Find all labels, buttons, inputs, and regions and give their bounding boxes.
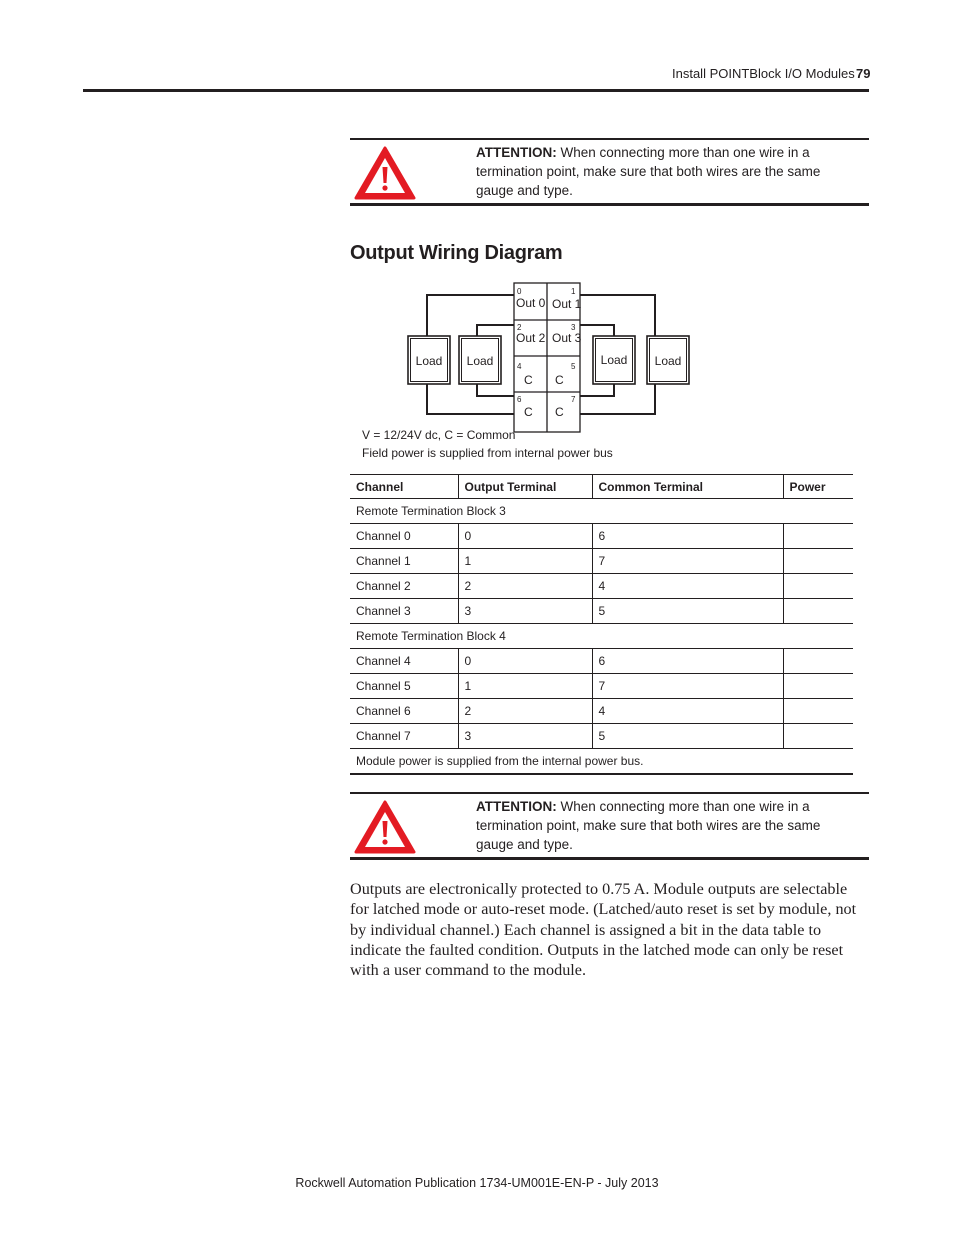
table-cell: Channel 3	[350, 599, 458, 624]
column-header: Output Terminal	[458, 475, 592, 499]
column-header: Channel	[350, 475, 458, 499]
terminal-label: C	[555, 405, 564, 419]
attention-box-top	[350, 138, 869, 206]
load-label: Load	[600, 353, 628, 367]
attention-body: When connecting more than one wire in a termination point, make sure that both wires are the same gauge and type.	[476, 799, 821, 852]
load-label: Load	[415, 354, 443, 368]
section-title: Output Wiring Diagram	[350, 242, 563, 264]
running-header: Install POINTBlock I/O Modules	[672, 66, 855, 81]
table-cell: 3	[458, 724, 592, 749]
table-footnote: Module power is supplied from the internal power bus.	[350, 749, 853, 775]
diagram-note: Field power is supplied from internal power bus	[362, 445, 613, 460]
channel-table	[350, 474, 853, 775]
terminal-number: 4	[517, 362, 522, 371]
terminal-number: 1	[571, 287, 576, 296]
table-cell: Channel 2	[350, 574, 458, 599]
table-cell: 3	[458, 599, 592, 624]
table-cell: 0	[458, 649, 592, 674]
table-row	[350, 524, 853, 549]
attention-label: ATTENTION:	[476, 799, 557, 814]
load-label: Load	[654, 354, 682, 368]
table-row	[350, 724, 853, 749]
attention-body: When connecting more than one wire in a termination point, make sure that both wires are the same gauge and type.	[476, 145, 821, 198]
attention-box-bottom	[350, 792, 869, 860]
table-cell: 4	[592, 699, 783, 724]
page-footer: Rockwell Automation Publication 1734-UM001E-EN-P - July 2013	[295, 1176, 659, 1190]
load-label: Load	[466, 354, 494, 368]
diagram-notes	[362, 427, 613, 462]
table-cell: 2	[458, 574, 592, 599]
table-cell: 5	[592, 724, 783, 749]
table-cell: 6	[592, 524, 783, 549]
column-header: Power	[783, 475, 853, 499]
terminal-label: C	[524, 405, 533, 419]
table-header-row	[350, 475, 853, 499]
table-row	[350, 649, 853, 674]
table-group-row	[350, 499, 853, 524]
table-row	[350, 699, 853, 724]
table-cell	[783, 599, 853, 624]
terminal-number: 0	[517, 287, 522, 296]
terminal-label: Out 2	[516, 331, 546, 345]
terminal-label: Out 0	[516, 296, 546, 310]
table-cell: 1	[458, 549, 592, 574]
table-cell	[783, 699, 853, 724]
terminal-number: 5	[571, 362, 576, 371]
table-cell: Channel 1	[350, 549, 458, 574]
output-wiring-diagram	[350, 280, 682, 436]
table-cell: Channel 7	[350, 724, 458, 749]
attention-text	[476, 797, 861, 854]
table-cell: Channel 0	[350, 524, 458, 549]
table-cell: Channel 6	[350, 699, 458, 724]
table-cell: 1	[458, 674, 592, 699]
table-group-row	[350, 624, 853, 649]
table-cell	[783, 724, 853, 749]
table-cell	[783, 524, 853, 549]
warning-triangle-icon	[354, 800, 416, 854]
table-cell: 6	[592, 649, 783, 674]
table-footnote-row	[350, 749, 853, 775]
header-rule	[83, 89, 869, 92]
diagram-note: V = 12/24V dc, C = Common	[362, 428, 516, 442]
terminal-label: C	[555, 373, 564, 387]
table-cell: 7	[592, 674, 783, 699]
table-cell: Channel 4	[350, 649, 458, 674]
table-row	[350, 549, 853, 574]
table-cell	[783, 549, 853, 574]
table-cell	[783, 674, 853, 699]
body-paragraph: Outputs are electronically protected to 0.75 A. Module outputs are selectable for latched mode or auto-reset mode. (Latched/auto reset is set by module, not by individual channel.) Each channel is assigned a bit in the data table to indicate the faulted condition. Outputs in the latched mode can only be reset with a user command to the module.	[350, 880, 857, 980]
terminal-number: 7	[571, 395, 576, 404]
table-cell	[783, 574, 853, 599]
terminal-number: 3	[571, 323, 576, 332]
table-cell: 2	[458, 699, 592, 724]
page-number: 79	[856, 66, 871, 81]
table-cell: 4	[592, 574, 783, 599]
attention-text	[476, 143, 861, 200]
table-cell: Channel 5	[350, 674, 458, 699]
column-header: Common Terminal	[592, 475, 783, 499]
warning-triangle-icon	[354, 146, 416, 200]
table-cell	[783, 649, 853, 674]
table-cell: 5	[592, 599, 783, 624]
terminal-label: Out 3	[552, 331, 582, 345]
table-cell: 0	[458, 524, 592, 549]
table-row	[350, 674, 853, 699]
table-row	[350, 574, 853, 599]
attention-label: ATTENTION:	[476, 145, 557, 160]
group-label: Remote Termination Block 4	[350, 624, 853, 649]
terminal-label: C	[524, 373, 533, 387]
table-cell: 7	[592, 549, 783, 574]
table-row	[350, 599, 853, 624]
terminal-label: Out 1	[552, 297, 582, 311]
terminal-number: 6	[517, 395, 522, 404]
group-label: Remote Termination Block 3	[350, 499, 853, 524]
terminal-number: 2	[517, 323, 522, 332]
